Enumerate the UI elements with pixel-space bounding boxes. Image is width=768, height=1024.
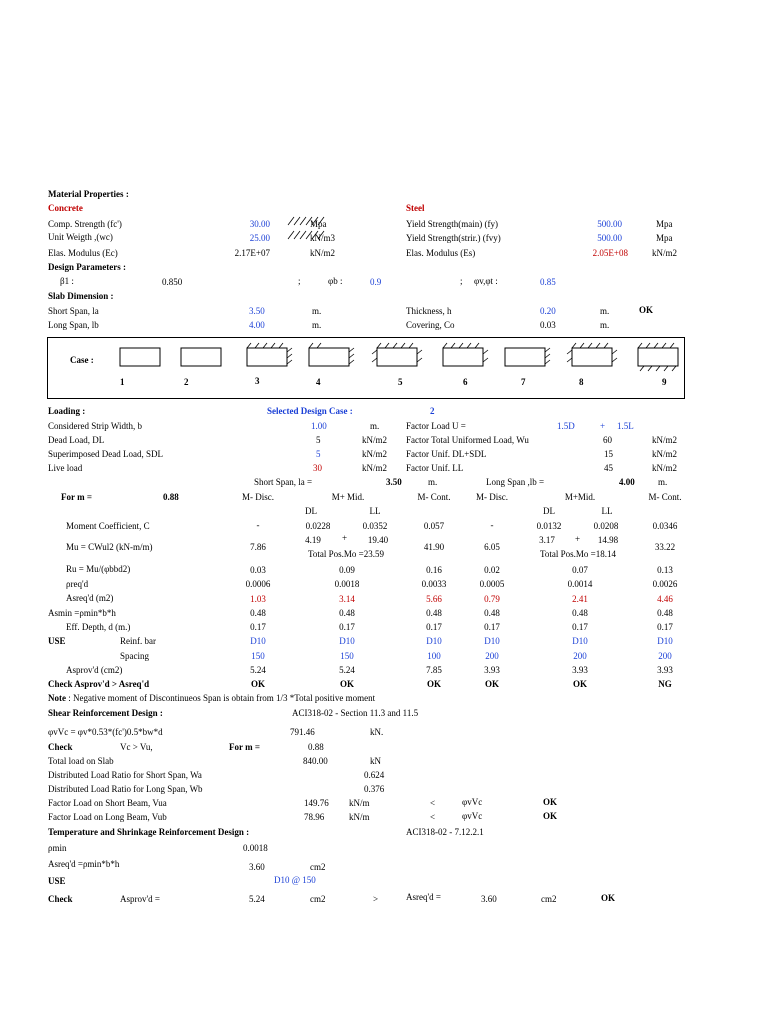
wc-unit: kN/m3 — [310, 233, 336, 243]
slab-title: Slab Dimension : — [48, 291, 114, 301]
check-cell: NG — [658, 679, 672, 689]
asreqd-value: 3.60 — [249, 862, 265, 872]
factor-load-label: Factor Load U = — [406, 421, 466, 431]
vua-ok: OK — [543, 797, 558, 807]
slab-cases-diagram — [110, 340, 680, 392]
fy-value: 500.00 — [597, 219, 622, 229]
d-cell: 0.17 — [572, 622, 588, 632]
asreq-cell: 3.14 — [339, 594, 355, 604]
dl-value: 5 — [316, 435, 321, 445]
mu-cell: 41.90 — [423, 542, 445, 552]
mu-cell: 7.86 — [250, 542, 266, 552]
mu-cell: 33.22 — [654, 542, 676, 552]
temp-use-label: USE — [48, 876, 66, 886]
es-unit: kN/m2 — [652, 248, 678, 258]
case-6-icon — [443, 348, 483, 366]
asreq-cell: 5.66 — [426, 594, 442, 604]
fc-unit: Mpa — [310, 219, 327, 229]
wb-value: 0.376 — [364, 784, 385, 794]
asprov-cell: 5.24 — [250, 665, 266, 675]
rho-cell: 0.0005 — [479, 579, 505, 589]
check-cell: OK — [250, 679, 265, 689]
phib-label: φb : — [328, 276, 343, 286]
short-span-eq-value: 3.50 — [386, 477, 402, 487]
beta1-value: 0.850 — [162, 277, 183, 287]
case-num-4: 4 — [316, 377, 321, 387]
short-span-eq-unit: m. — [428, 477, 438, 487]
reinf-label: Reinf. bar — [120, 636, 156, 646]
long-span-value: 4.00 — [249, 320, 265, 330]
rho-cell: 0.0026 — [652, 579, 678, 589]
long-span-eq-value: 4.00 — [619, 477, 635, 487]
ru-label: Ru = Mu/(φbbd2) — [66, 564, 131, 574]
hdr-dl-2: DL — [543, 506, 555, 516]
strip-width-value: 1.00 — [311, 421, 327, 431]
case-num-5: 5 — [398, 377, 403, 387]
phivc-label: φvVc = φv*0.53*(fc')0.5*bw*d — [48, 727, 163, 737]
coef-cell: 0.0132 — [536, 521, 562, 531]
asmin-cell: 0.48 — [339, 608, 355, 618]
asmin-cell: 0.48 — [250, 608, 266, 618]
sdl-label: Superimposed Dead Load, SDL — [48, 449, 163, 459]
reinf-cell: D10 — [484, 636, 500, 646]
shear-code: ACI318-02 - Section 11.3 and 11.5 — [292, 708, 419, 718]
cover-label: Covering, Co — [406, 320, 455, 330]
for-m-label: For m = — [61, 492, 92, 502]
temp-asreq-unit: cm2 — [541, 894, 557, 904]
temp-code: ACI318-02 - 7.12.2.1 — [406, 827, 484, 837]
reinf-cell: D10 — [250, 636, 266, 646]
check-shear-label: Check — [48, 742, 73, 752]
check-cell: OK — [572, 679, 587, 689]
fy-unit: Mpa — [656, 219, 673, 229]
d-cell: 0.17 — [250, 622, 266, 632]
selected-case-value: 2 — [430, 406, 435, 416]
temp-asprov-value: 5.24 — [249, 894, 265, 904]
wu-label: Factor Total Uniformed Load, Wu — [406, 435, 529, 445]
reinf-cell: D10 — [657, 636, 673, 646]
wu-value: 60 — [603, 435, 612, 445]
concrete-label: Concrete — [48, 203, 83, 213]
case-label: Case : — [70, 355, 94, 365]
long-span-eq-label: Long Span ,lb = — [486, 477, 545, 487]
case-num-9: 9 — [662, 377, 667, 387]
total-load-label: Total load on Slab — [48, 756, 114, 766]
temp-asprov-unit: cm2 — [310, 894, 326, 904]
hdr-m-disc-2: M- Disc. — [476, 492, 508, 502]
case-5-icon — [377, 348, 417, 366]
check-cell: OK — [426, 679, 441, 689]
temp-gt: > — [373, 894, 379, 904]
asreq-cell: 0.79 — [484, 594, 500, 604]
mu-cell: 19.40 — [367, 535, 389, 545]
sdl-value: 5 — [316, 449, 321, 459]
asprov-cell: 3.93 — [657, 665, 673, 675]
steel-label: Steel — [406, 203, 425, 213]
asmin-cell: 0.48 — [484, 608, 500, 618]
ru-cell: 0.13 — [657, 565, 673, 575]
thickness-status: OK — [639, 305, 654, 315]
sep1: ; — [298, 276, 301, 286]
coef-cell: 0.0228 — [305, 521, 331, 531]
cover-unit: m. — [600, 320, 610, 330]
fvy-value: 500.00 — [597, 233, 622, 243]
coef-cell: - — [490, 520, 494, 530]
asprov-cell: 3.93 — [484, 665, 500, 675]
ru-cell: 0.07 — [572, 565, 588, 575]
phivt-value: 0.85 — [540, 277, 556, 287]
vua-lt: < — [430, 798, 436, 808]
spacing-cell: 100 — [427, 651, 441, 661]
vua-label: Factor Load on Short Beam, Vua — [48, 798, 167, 808]
hdr-m-cont-2: M- Cont. — [648, 492, 682, 502]
spacing-cell: 200 — [573, 651, 587, 661]
case-1-icon — [120, 348, 160, 366]
temp-status: OK — [601, 893, 616, 903]
phib-value: 0.9 — [370, 277, 382, 287]
temp-use-value: D10 @ 150 — [274, 875, 316, 885]
vub-lt: < — [430, 812, 436, 822]
sep2: ; — [460, 276, 463, 286]
selected-case-label: Selected Design Case : — [267, 406, 353, 416]
mu-cell: 3.17 — [539, 535, 555, 545]
asreq-cell: 1.03 — [250, 594, 266, 604]
d-cell: 0.17 — [484, 622, 500, 632]
ru-cell: 0.02 — [484, 565, 500, 575]
ec-value: 2.17E+07 — [234, 248, 270, 258]
spacing-cell: 200 — [658, 651, 672, 661]
temp-asreq-value: 3.60 — [481, 894, 497, 904]
asreq-cell: 4.46 — [657, 594, 673, 604]
coef-cell: 0.0346 — [652, 521, 678, 531]
asprov-label: Asprov'd (cm2) — [66, 665, 123, 675]
fy-label: Yield Strength(main) (fy) — [406, 219, 498, 229]
shear-title: Shear Reinforcement Design : — [48, 708, 163, 718]
case-num-1: 1 — [120, 377, 125, 387]
fdl-unit: kN/m2 — [652, 449, 678, 459]
use-label: USE — [48, 636, 66, 646]
mu-cell: 14.98 — [597, 535, 619, 545]
case-num-8: 8 — [579, 377, 584, 387]
phivc-value: 791.46 — [290, 727, 315, 737]
rhomin-value: 0.0018 — [243, 843, 268, 853]
short-span-label: Short Span, la — [48, 306, 99, 316]
coef-cell: 0.057 — [423, 521, 445, 531]
dl-label: Dead Load, DL — [48, 435, 105, 445]
hdr-m-cont-1: M- Cont. — [417, 492, 451, 502]
hdr-ll-2: LL — [601, 506, 613, 516]
form-value: 0.88 — [308, 742, 324, 752]
total-pos-short: Total Pos.Mo =23.59 — [308, 549, 384, 559]
for-m-value: 0.88 — [163, 492, 179, 502]
long-span-unit: m. — [312, 320, 322, 330]
rhomin-label: ρmin — [48, 843, 67, 853]
ru-cell: 0.09 — [339, 565, 355, 575]
fll-value: 45 — [604, 463, 613, 473]
case-num-7: 7 — [521, 377, 526, 387]
spacing-cell: 150 — [251, 651, 265, 661]
spacing-label: Spacing — [120, 651, 149, 661]
long-span-label: Long Span, lb — [48, 320, 99, 330]
short-span-value: 3.50 — [249, 306, 265, 316]
factor-load-plus: + — [600, 421, 606, 431]
case-4-icon — [309, 348, 349, 366]
wb-label: Distributed Load Ratio for Long Span, Wb — [48, 784, 203, 794]
check-cell: OK — [484, 679, 499, 689]
fdl-value: 15 — [604, 449, 613, 459]
asmin-cell: 0.48 — [657, 608, 673, 618]
asreq-cell: 2.41 — [572, 594, 588, 604]
temp-title: Temperature and Shrinkage Reinforcement Design : — [48, 827, 250, 837]
d-cell: 0.17 — [657, 622, 673, 632]
hdr-m-mid-1: M+ Mid. — [331, 492, 365, 502]
vub-unit: kN/m — [349, 812, 370, 822]
factor-load-l: 1.5L — [617, 421, 634, 431]
ru-cell: 0.03 — [250, 565, 266, 575]
mu-plus-1: + — [342, 533, 348, 543]
asmin-cell: 0.48 — [426, 608, 442, 618]
reinf-cell: D10 — [426, 636, 442, 646]
asmin-cell: 0.48 — [572, 608, 588, 618]
rho-label: ρreq'd — [66, 579, 89, 589]
loading-title: Loading : — [48, 406, 86, 416]
wc-value: 25.00 — [249, 233, 270, 243]
asprov-cell: 5.24 — [339, 665, 355, 675]
ru-cell: 0.16 — [426, 565, 442, 575]
fvy-label: Yield Strength(strir.) (fvy) — [406, 233, 501, 243]
note: Note : Negative moment of Discontinueos Span is obtain from 1/3 *Total positive moment — [48, 693, 376, 703]
hdr-ll-1: LL — [369, 506, 381, 516]
d-cell: 0.17 — [339, 622, 355, 632]
check-shear-cond: Vc > Vu, — [120, 742, 153, 752]
d-cell: 0.17 — [426, 622, 442, 632]
dl-unit: kN/m2 — [362, 435, 388, 445]
spacing-cell: 150 — [340, 651, 354, 661]
coef-label: Moment Coefficient, C — [66, 521, 150, 531]
wa-label: Distributed Load Ratio for Short Span, Wa — [48, 770, 202, 780]
coef-cell: - — [256, 520, 260, 530]
rho-cell: 0.0018 — [334, 579, 360, 589]
check-cell: OK — [339, 679, 354, 689]
es-value: 2.05E+08 — [592, 248, 628, 258]
temp-asprov-label: Asprov'd = — [120, 894, 160, 904]
hdr-m-mid-2: M+Mid. — [564, 492, 596, 502]
temp-asreq-label: Asreq'd = — [406, 892, 441, 902]
beta1-label: β1 : — [60, 276, 74, 286]
hatch-mark-icon — [284, 215, 336, 243]
asprov-cell: 3.93 — [572, 665, 588, 675]
fll-label: Factor Unif. LL — [406, 463, 464, 473]
total-load-value: 840.00 — [303, 756, 328, 766]
asmin-label: Asmin =ρmin*b*h — [48, 608, 116, 618]
vua-phivc: φvVc — [462, 797, 483, 807]
vua-value: 149.76 — [304, 798, 329, 808]
case-7-icon — [505, 348, 545, 366]
design-params-title: Design Parameters : — [48, 262, 126, 272]
long-span-eq-unit: m. — [658, 477, 668, 487]
ec-label: Elas. Modulus (Ec) — [48, 248, 118, 258]
ll-value: 30 — [313, 463, 322, 473]
phivt-label: φv,φt : — [474, 276, 498, 286]
vua-unit: kN/m — [349, 798, 370, 808]
asreqd-unit: cm2 — [310, 862, 326, 872]
coef-cell: 0.0352 — [362, 521, 388, 531]
reinf-cell: D10 — [572, 636, 588, 646]
case-9-icon — [638, 348, 678, 366]
rho-cell: 0.0006 — [245, 579, 271, 589]
ll-unit: kN/m2 — [362, 463, 388, 473]
case-num-2: 2 — [184, 377, 189, 387]
fll-unit: kN/m2 — [652, 463, 678, 473]
fc-value: 30.00 — [249, 219, 270, 229]
wa-value: 0.624 — [364, 770, 385, 780]
case-8-icon — [572, 348, 612, 366]
d-label: Eff. Depth, d (m.) — [66, 622, 131, 632]
case-2-icon — [181, 348, 221, 366]
mu-label: Mu = CWul2 (kN-m/m) — [66, 542, 153, 552]
phivc-unit: kN. — [370, 727, 384, 737]
case-num-3: 3 — [255, 376, 260, 386]
mu-cell: 6.05 — [484, 542, 500, 552]
thickness-unit: m. — [600, 306, 610, 316]
asprov-cell: 7.85 — [426, 665, 442, 675]
asreq-label: Asreq'd (m2) — [66, 593, 114, 603]
thickness-value: 0.20 — [540, 306, 556, 316]
fvy-unit: Mpa — [656, 233, 673, 243]
hdr-dl-1: DL — [305, 506, 317, 516]
rho-cell: 0.0014 — [567, 579, 593, 589]
vub-label: Factor Load on Long Beam, Vub — [48, 812, 167, 822]
asreqd-label: Asreq'd =ρmin*b*h — [48, 859, 120, 869]
wu-unit: kN/m2 — [652, 435, 678, 445]
check-asprov-label: Check Asprov'd > Asreq'd — [48, 679, 150, 689]
short-span-unit: m. — [312, 306, 322, 316]
vub-phivc: φvVc — [462, 811, 483, 821]
form-label: For m = — [229, 742, 260, 752]
mu-cell: 4.19 — [305, 535, 321, 545]
vub-ok: OK — [543, 811, 558, 821]
vub-value: 78.96 — [304, 812, 325, 822]
short-span-eq-label: Short Span, la = — [254, 477, 313, 487]
reinf-cell: D10 — [339, 636, 355, 646]
fdl-label: Factor Unif. DL+SDL — [406, 449, 487, 459]
case-3-icon — [247, 348, 287, 366]
ec-unit: kN/m2 — [310, 248, 336, 258]
temp-check-label: Check — [48, 894, 73, 904]
rho-cell: 0.0033 — [421, 579, 447, 589]
cover-value: 0.03 — [540, 320, 556, 330]
strip-width-unit: m. — [370, 421, 380, 431]
sdl-unit: kN/m2 — [362, 449, 388, 459]
total-load-unit: kN — [370, 756, 381, 766]
mu-plus-2: + — [575, 534, 581, 544]
wc-label: Unit Weigth ,(wc) — [48, 232, 113, 242]
fc-label: Comp. Strength (fc') — [48, 219, 122, 229]
ll-label: Live load — [48, 463, 83, 473]
es-label: Elas. Modulus (Es) — [406, 248, 476, 258]
total-pos-long: Total Pos.Mo =18.14 — [540, 549, 616, 559]
coef-cell: 0.0208 — [593, 521, 619, 531]
strip-width-label: Considered Strip Width, b — [48, 421, 142, 431]
material-title: Material Properties : — [48, 189, 129, 199]
case-num-6: 6 — [463, 377, 468, 387]
thickness-label: Thickness, h — [406, 306, 452, 316]
factor-load-d: 1.5D — [557, 421, 575, 431]
hdr-m-disc-1: M- Disc. — [242, 492, 274, 502]
spacing-cell: 200 — [485, 651, 499, 661]
